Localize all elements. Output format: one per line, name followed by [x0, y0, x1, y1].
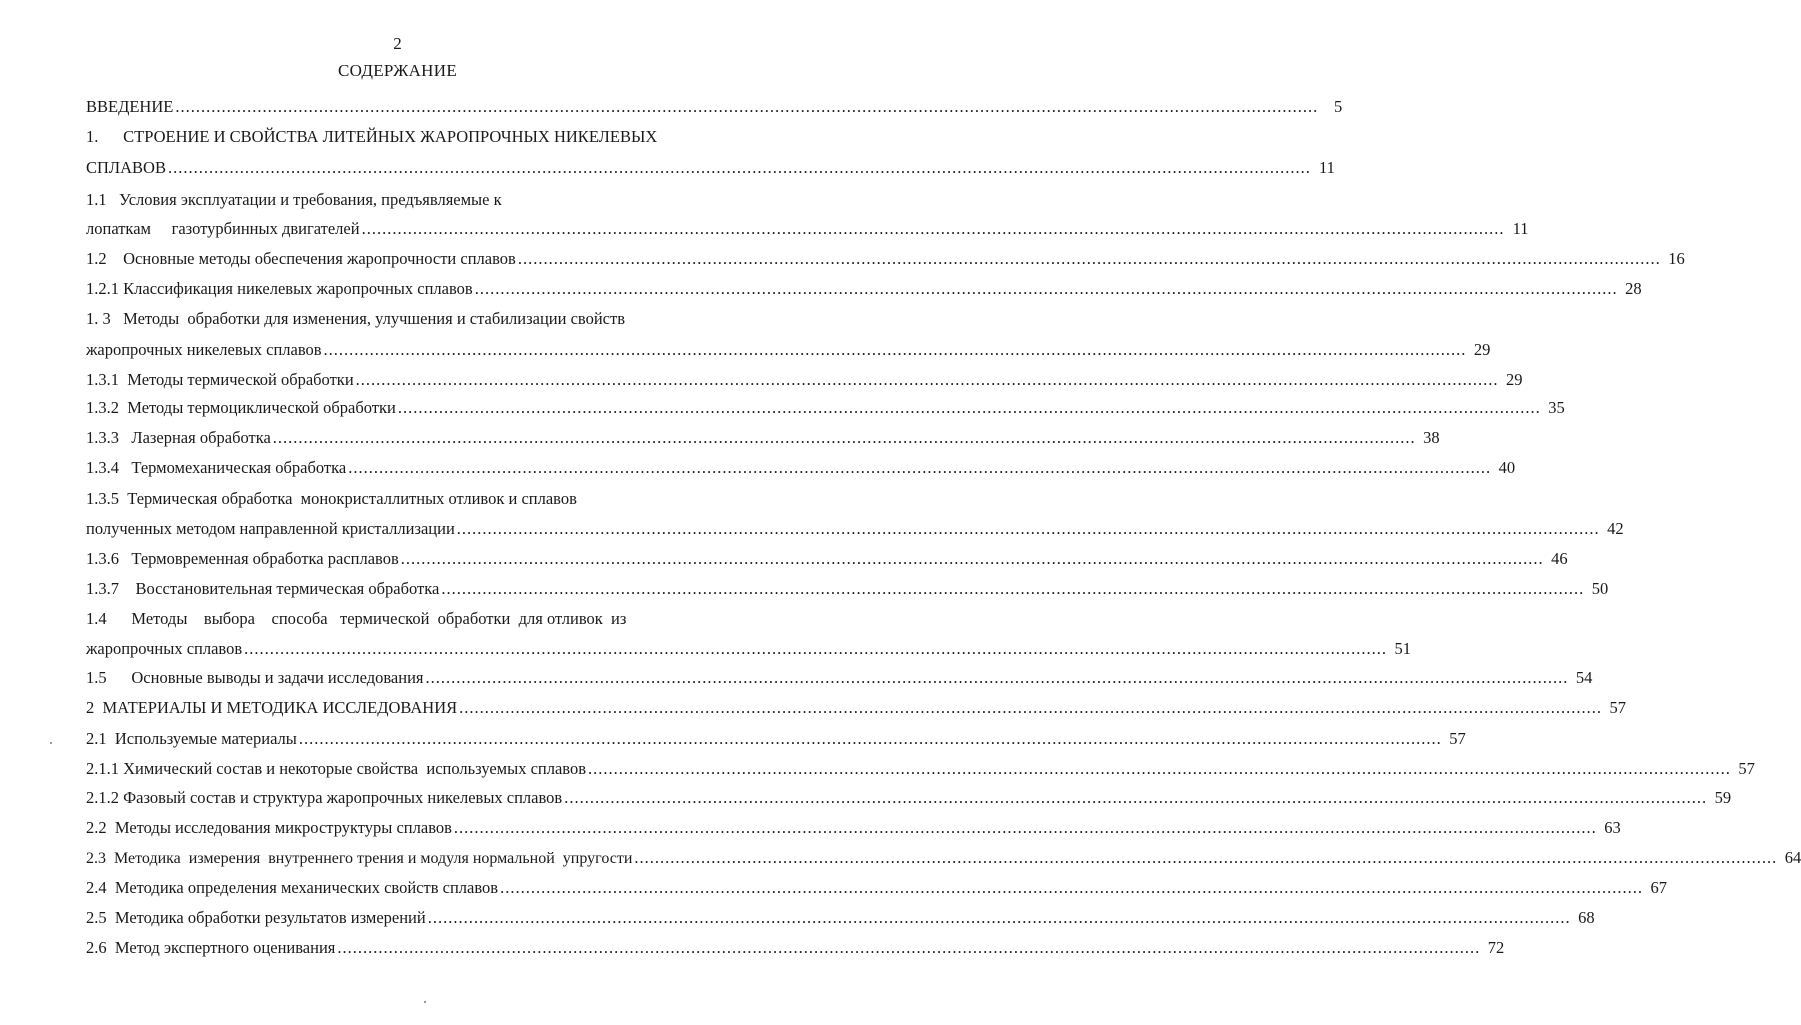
toc-s2-6 [86, 938, 1505, 958]
toc-s1-5 [86, 668, 1593, 688]
toc-entry-page: 67 [1650, 878, 1667, 897]
toc-leader-dots: ............................................................................................................................................................................................................................... [425, 668, 1569, 687]
toc-s2-4 [86, 878, 1667, 898]
toc-entry-page: 11 [1318, 158, 1335, 177]
toc-entry-text: 1.3.5 Термическая обработка монокристаллитных отливок и сплавов [86, 489, 577, 508]
toc-s1-3-6 [86, 549, 1568, 569]
toc-entry-text: 2.2 Методы исследования микроструктуры сплавов [86, 818, 452, 837]
toc-leader-dots: ............................................................................................................................................................................................................................... [634, 848, 1778, 867]
toc-leader-dots: ............................................................................................................................................................................................................................... [474, 279, 1618, 298]
scan-speck [50, 742, 52, 744]
toc-s1-3-2 [86, 398, 1565, 418]
toc-s1-4-line2 [86, 639, 1412, 659]
toc-leader-dots: ............................................................................................................................................................................................................................... [244, 639, 1388, 658]
toc-entry-text: 1.3.7 Восстановительная термическая обработка [86, 579, 440, 598]
toc-leader-dots: ............................................................................................................................................................................................................................... [348, 458, 1492, 477]
toc-leader-dots: ............................................................................................................................................................................................................................... [298, 729, 1442, 748]
toc-s1-4-line1 [86, 609, 626, 629]
toc-leader-dots: ............................................................................................................................................................................................................................... [400, 549, 1544, 568]
toc-entry-text: лопаткам газотурбинных двигателей [86, 219, 360, 238]
toc-s1-3-line1 [86, 309, 625, 329]
toc-leader-dots: ............................................................................................................................................................................................................................... [453, 818, 1597, 837]
toc-s1-3-4 [86, 458, 1516, 478]
toc-entry-text: 2.1.1 Химический состав и некоторые свойства используемых сплавов [86, 759, 587, 778]
toc-entry-text: 1.3.4 Термомеханическая обработка [86, 458, 347, 477]
toc-entry-page: 42 [1607, 519, 1624, 538]
toc-entry-text: 1.2 Основные методы обеспечения жаропрочности сплавов [86, 249, 516, 268]
toc-entry-text: 1.2.1 Классификация никелевых жаропрочных сплавов [86, 279, 473, 298]
toc-entry-text: 1. СТРОЕНИЕ И СВОЙСТВА ЛИТЕЙНЫХ ЖАРОПРОЧНЫХ НИКЕЛЕВЫХ [86, 127, 658, 146]
toc-entry-page: 54 [1575, 668, 1593, 687]
toc-leader-dots: ............................................................................................................................................................................................................................... [323, 340, 1467, 359]
toc-s2-3 [86, 848, 1801, 869]
toc-entry-text: 2.3 Методика измерения внутреннего трения и модуля нормальной упругости [86, 850, 633, 867]
toc-entry-page: 59 [1714, 788, 1732, 807]
toc-entry-text: 1. 3 Методы обработки для изменения, улучшения и стабилизации свойств [86, 309, 625, 328]
toc-entry-text: жаропрочных никелевых сплавов [86, 340, 322, 359]
toc-s1-3-5-line1 [86, 489, 577, 509]
toc-leader-dots: ............................................................................................................................................................................................................................... [427, 908, 1571, 927]
toc-entry-text: 1.4 Методы выбора способа термической обработки для отливок из [86, 609, 627, 628]
toc-entry-page: 57 [1449, 729, 1466, 748]
toc-entry-text: 2.1.2 Фазовый состав и структура жаропрочных никелевых сплавов [86, 788, 563, 807]
toc-entry-text: 1.1 Условия эксплуатации и требования, предъявляемые к [86, 190, 502, 209]
toc-entry-text: 2.1 Используемые материалы [86, 729, 297, 748]
toc-s2-1-2 [86, 788, 1732, 808]
page-number: 2 [393, 34, 402, 53]
toc-entry-page: 28 [1625, 279, 1642, 298]
toc-entry-page: 46 [1551, 549, 1568, 568]
toc-leader-dots: ............................................................................................................................................................................................................................... [397, 398, 1541, 417]
toc-entry-page: 5 [1333, 97, 1343, 116]
toc-entry-text: 1.3.1 Методы термической обработки [86, 370, 354, 389]
toc-s2-1-1 [86, 759, 1755, 779]
page-title: СОДЕРЖАНИЕ [337, 61, 458, 80]
toc-s1-3-3 [86, 428, 1440, 448]
toc-entry-text: 1.5 Основные выводы и задачи исследования [86, 668, 424, 687]
toc-entry-text: 1.3.6 Термовременная обработка расплавов [86, 549, 399, 568]
toc-leader-dots: ............................................................................................................................................................................................................................... [355, 370, 1499, 389]
toc-ch1-line1 [86, 127, 657, 147]
toc-entry-text: СПЛАВОВ [86, 158, 166, 177]
toc-entry-text: ВВЕДЕНИЕ [86, 97, 174, 116]
toc-entry-page: 38 [1423, 428, 1440, 447]
toc-leader-dots: ............................................................................................................................................................................................................................... [441, 579, 1585, 598]
toc-leader-dots: ............................................................................................................................................................................................................................... [272, 428, 1416, 447]
toc-s2-5 [86, 908, 1595, 928]
toc-s1-3-7 [86, 579, 1609, 599]
toc-s2-2 [86, 818, 1621, 838]
toc-entry-page: 63 [1604, 818, 1621, 837]
toc-entry-text: 2.6 Метод экспертного оценивания [86, 938, 336, 957]
toc-entry-page: 57 [1609, 698, 1627, 717]
toc-leader-dots: ............................................................................................................................................................................................................................... [517, 249, 1661, 268]
toc-leader-dots: ............................................................................................................................................................................................................................... [167, 158, 1311, 177]
toc-entry-page: 51 [1394, 639, 1412, 658]
toc-leader-dots: ............................................................................................................................................................................................................................... [564, 788, 1708, 807]
toc-s1-2 [86, 249, 1685, 269]
toc-entry-text: 2.5 Методика обработки результатов измерений [86, 908, 426, 927]
toc-s1-1-line2 [86, 219, 1529, 239]
toc-entry-page: 11 [1512, 219, 1529, 238]
toc-s1-3-1 [86, 370, 1523, 390]
toc-ch2 [86, 698, 1627, 718]
toc-entry-page: 16 [1668, 249, 1685, 268]
toc-entry-text: 2.4 Методика определения механических свойств сплавов [86, 878, 499, 897]
toc-s1-2-1 [86, 279, 1642, 299]
toc-entry-text: полученных методом направленной кристаллизации [86, 519, 455, 538]
toc-entry-page: 29 [1473, 340, 1491, 359]
toc-leader-dots: ............................................................................................................................................................................................................................... [361, 219, 1505, 238]
toc-s1-3-line2 [86, 340, 1491, 360]
toc-s1-1-line1 [86, 190, 502, 210]
toc-intro [86, 97, 1343, 117]
toc-entry-text: жаропрочных сплавов [86, 639, 243, 658]
toc-leader-dots: ............................................................................................................................................................................................................................... [459, 698, 1603, 717]
toc-leader-dots: ............................................................................................................................................................................................................................... [500, 878, 1643, 897]
toc-entry-page: 64 [1784, 848, 1801, 867]
toc-entry-page: 35 [1548, 398, 1565, 417]
toc-entry-page: 68 [1578, 908, 1595, 927]
toc-leader-dots: ............................................................................................................................................................................................................................... [175, 97, 1319, 116]
toc-ch1-line2 [86, 158, 1335, 178]
scan-speck [424, 1001, 426, 1003]
toc-s2-1 [86, 729, 1466, 749]
toc-entry-page: 29 [1506, 370, 1523, 389]
toc-s1-3-5-line2 [86, 519, 1624, 539]
toc-entry-page: 50 [1591, 579, 1609, 598]
toc-entry-page: 57 [1738, 759, 1755, 778]
toc-entry-text: 2 МАТЕРИАЛЫ И МЕТОДИКА ИССЛЕДОВАНИЯ [86, 698, 458, 717]
toc-leader-dots: ............................................................................................................................................................................................................................... [337, 938, 1481, 957]
toc-leader-dots: ............................................................................................................................................................................................................................... [456, 519, 1600, 538]
toc-entry-page: 40 [1498, 458, 1516, 477]
toc-entry-text: 1.3.3 Лазерная обработка [86, 428, 271, 447]
toc-entry-text: 1.3.2 Методы термоциклической обработки [86, 398, 396, 417]
toc-leader-dots: ............................................................................................................................................................................................................................... [588, 759, 1731, 778]
toc-entry-page: 72 [1487, 938, 1505, 957]
